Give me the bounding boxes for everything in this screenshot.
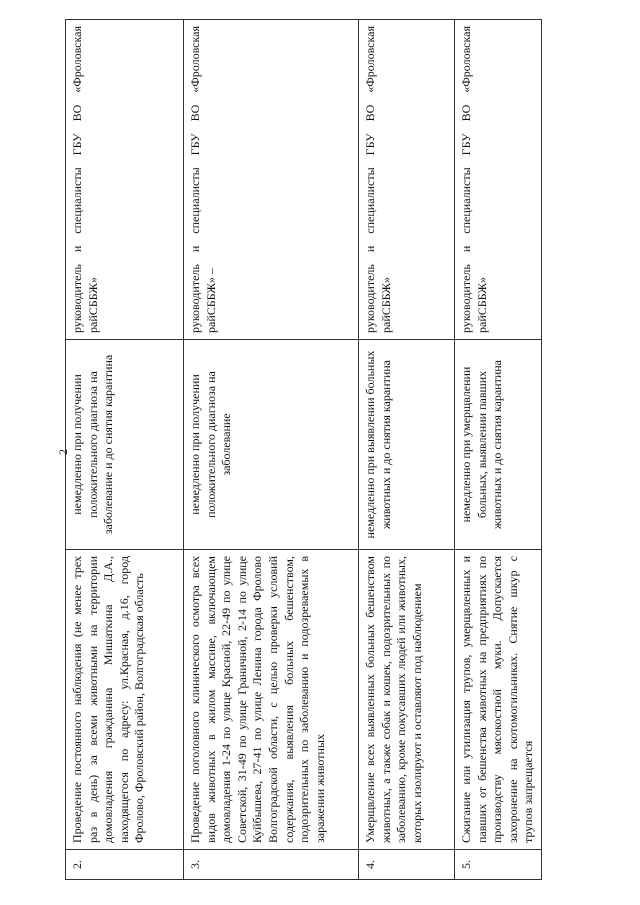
row-number: 4. [359, 850, 455, 880]
measure-responsible: руководитель и специалисты ГБУ ВО «Фроловская райСББЖ» [359, 20, 455, 340]
measure-deadline: немедленно при получении положительного диагноза на заболевание [184, 340, 359, 550]
measure-deadline: немедленно при получении положительного диагноза на заболевание и до снятия карантина [66, 340, 184, 550]
measure-responsible: руководитель и специалисты ГБУ ВО «Фроловская райСББЖ» [455, 20, 542, 340]
measures-table-wrapper [65, 20, 535, 880]
measure-deadline: немедленно при выявлении больных животных и до снятия карантина [359, 340, 455, 550]
measure-deadline: немедленно при умерщвлении больных, выявлении павших животных и до снятия карантина [455, 340, 542, 550]
measure-description: Сжигание или утилизация трупов, умерщвленных и павших от бешенства животных на предприятиях по производству мясокостной муки. Допускается захоронение на скотомогильниках. Снятие шкур с трупов запрещается [455, 550, 542, 850]
table-row [359, 20, 455, 880]
page-number: 2 [56, 449, 70, 455]
measure-description: Умерщвление всех выявленных больных бешенством животных, а также собак и кошек, подозрительных по заболеванию, кроме покусавших людей или животных, которых изолируют и оставляют под наблюдением [359, 550, 455, 850]
row-number: 3. [184, 850, 359, 880]
measure-responsible: руководитель и специалисты ГБУ ВО «Фроловская райСББЖ» – [184, 20, 359, 340]
measures-table [65, 19, 542, 880]
measure-description: Проведение поголовного клинического осмотра всех видов животных в жилом массиве, включающем домовладения 1-24 по улице Красной, 22-49 по улице Советской, 31-49 по улице Граничной, 2-14 по улице Куйбышева, 27-41 по улице Ленина города Фролово Волгоградской области, с целью проверки условий содержания, выявления больных бешенством, подозрительных по заболеванию и подозреваемых в заражении животных [184, 550, 359, 850]
measure-responsible: руководитель и специалисты ГБУ ВО «Фроловская райСББЖ» [66, 20, 184, 340]
row-number: 2. [66, 850, 184, 880]
measure-description: Проведение постоянного наблюдения (не менее трех раз в день) за всеми животными на территории домовладения гражданина Мишаткина Д.А., находящегося по адресу: ул.Красная, д.16, город Фролово, Фроловский район, Волгоградская область [66, 550, 184, 850]
table-row [455, 20, 542, 880]
table-row [184, 20, 359, 880]
row-number: 5. [455, 850, 542, 880]
table-row [66, 20, 184, 880]
